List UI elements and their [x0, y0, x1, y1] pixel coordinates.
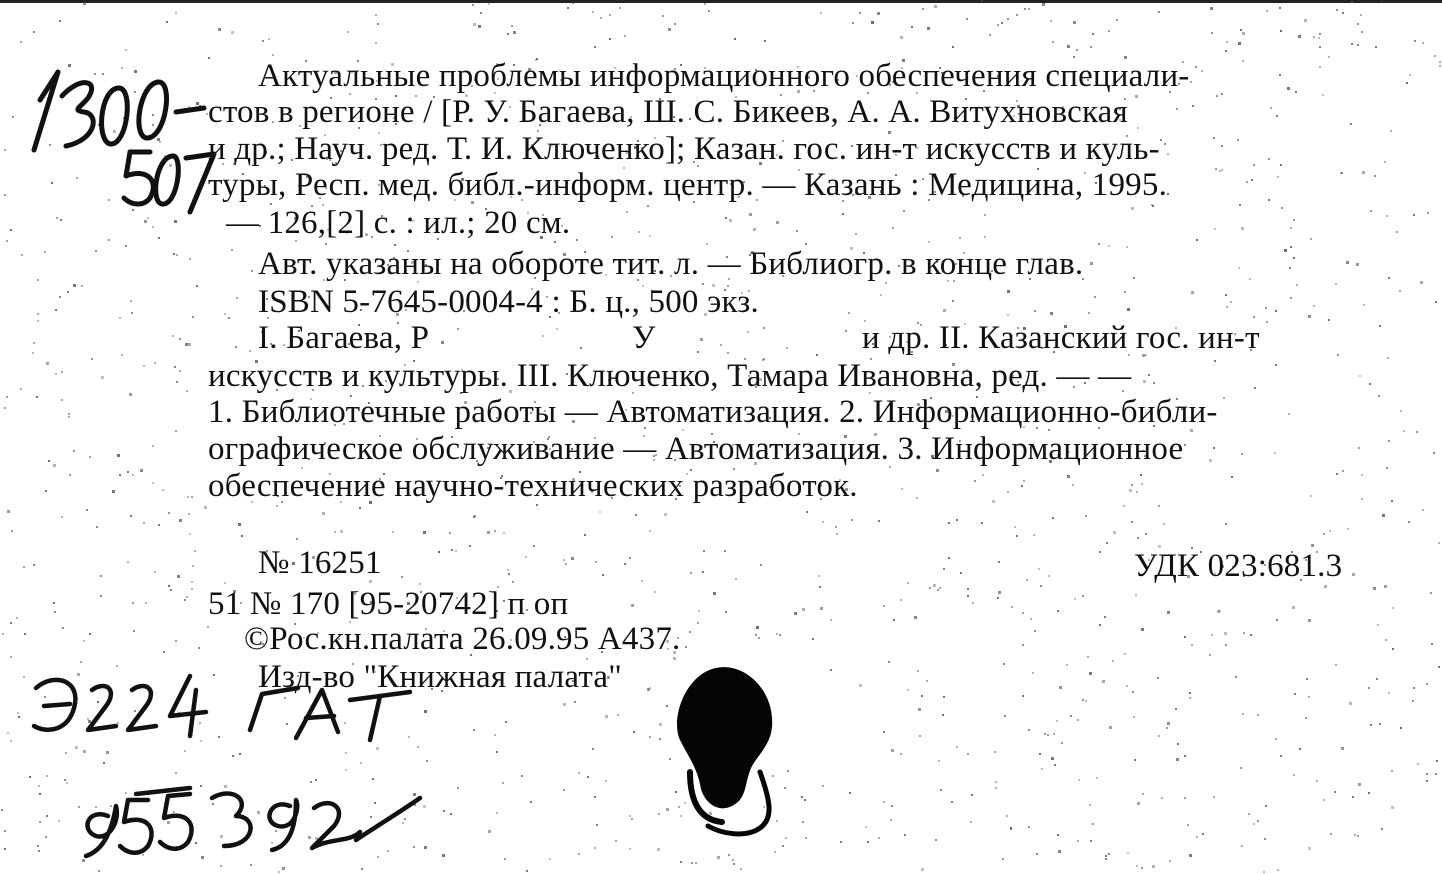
order-number: 51 № 170 [95-20742] п оп — [208, 586, 569, 622]
tracing-line-1b: У — [632, 320, 656, 356]
note-isbn: ISBN 5-7645-0004-4 : Б. ц., 500 экз. — [258, 284, 759, 320]
book-chamber-line: ©Рос.кн.палата 26.09.95 А437. — [244, 621, 681, 657]
udc-code: УДК 023:681.3 — [1134, 548, 1343, 584]
entry-line-1: Актуальные проблемы информационного обеспечения специали- — [258, 58, 1190, 94]
publisher-line: Изд-во "Книжная палата" — [258, 659, 622, 695]
tracing-line-4: ографическое обслуживание — Автоматизация. 3. Информационное — [208, 431, 1184, 467]
tracing-line-1c: и др. II. Казанский гос. ин-т — [862, 320, 1260, 356]
note-authors: Авт. указаны на обороте тит. л. — Библиогр. в конце глав. — [258, 246, 1084, 282]
tracing-line-5: обеспечение научно-технических разработок. — [208, 468, 858, 504]
tracing-line-2: искусств и культуры. III. Ключенко, Тамара Ивановна, ред. — — — [208, 358, 1132, 394]
entry-line-4: туры, Респ. мед. библ.-информ. центр. — Казань : Медицина, 1995. — [208, 167, 1168, 203]
inventory-number: № 16251 — [258, 545, 382, 581]
tracing-line-3: 1. Библиотечные работы — Автоматизация. 2. Информационно-библи- — [208, 394, 1218, 430]
entry-line-5: — 126,[2] с. : ил.; 20 см. — [226, 205, 571, 241]
tracing-line-1a: I. Багаева, Р — [258, 320, 430, 356]
entry-line-2: стов в регионе / [Р. У. Багаева, Ш. С. Бикеев, А. А. Витухновская — [208, 94, 1128, 130]
entry-line-3: и др.; Науч. ред. Т. И. Ключенко]; Казан. гос. ин-т искусств и куль- — [208, 131, 1160, 167]
